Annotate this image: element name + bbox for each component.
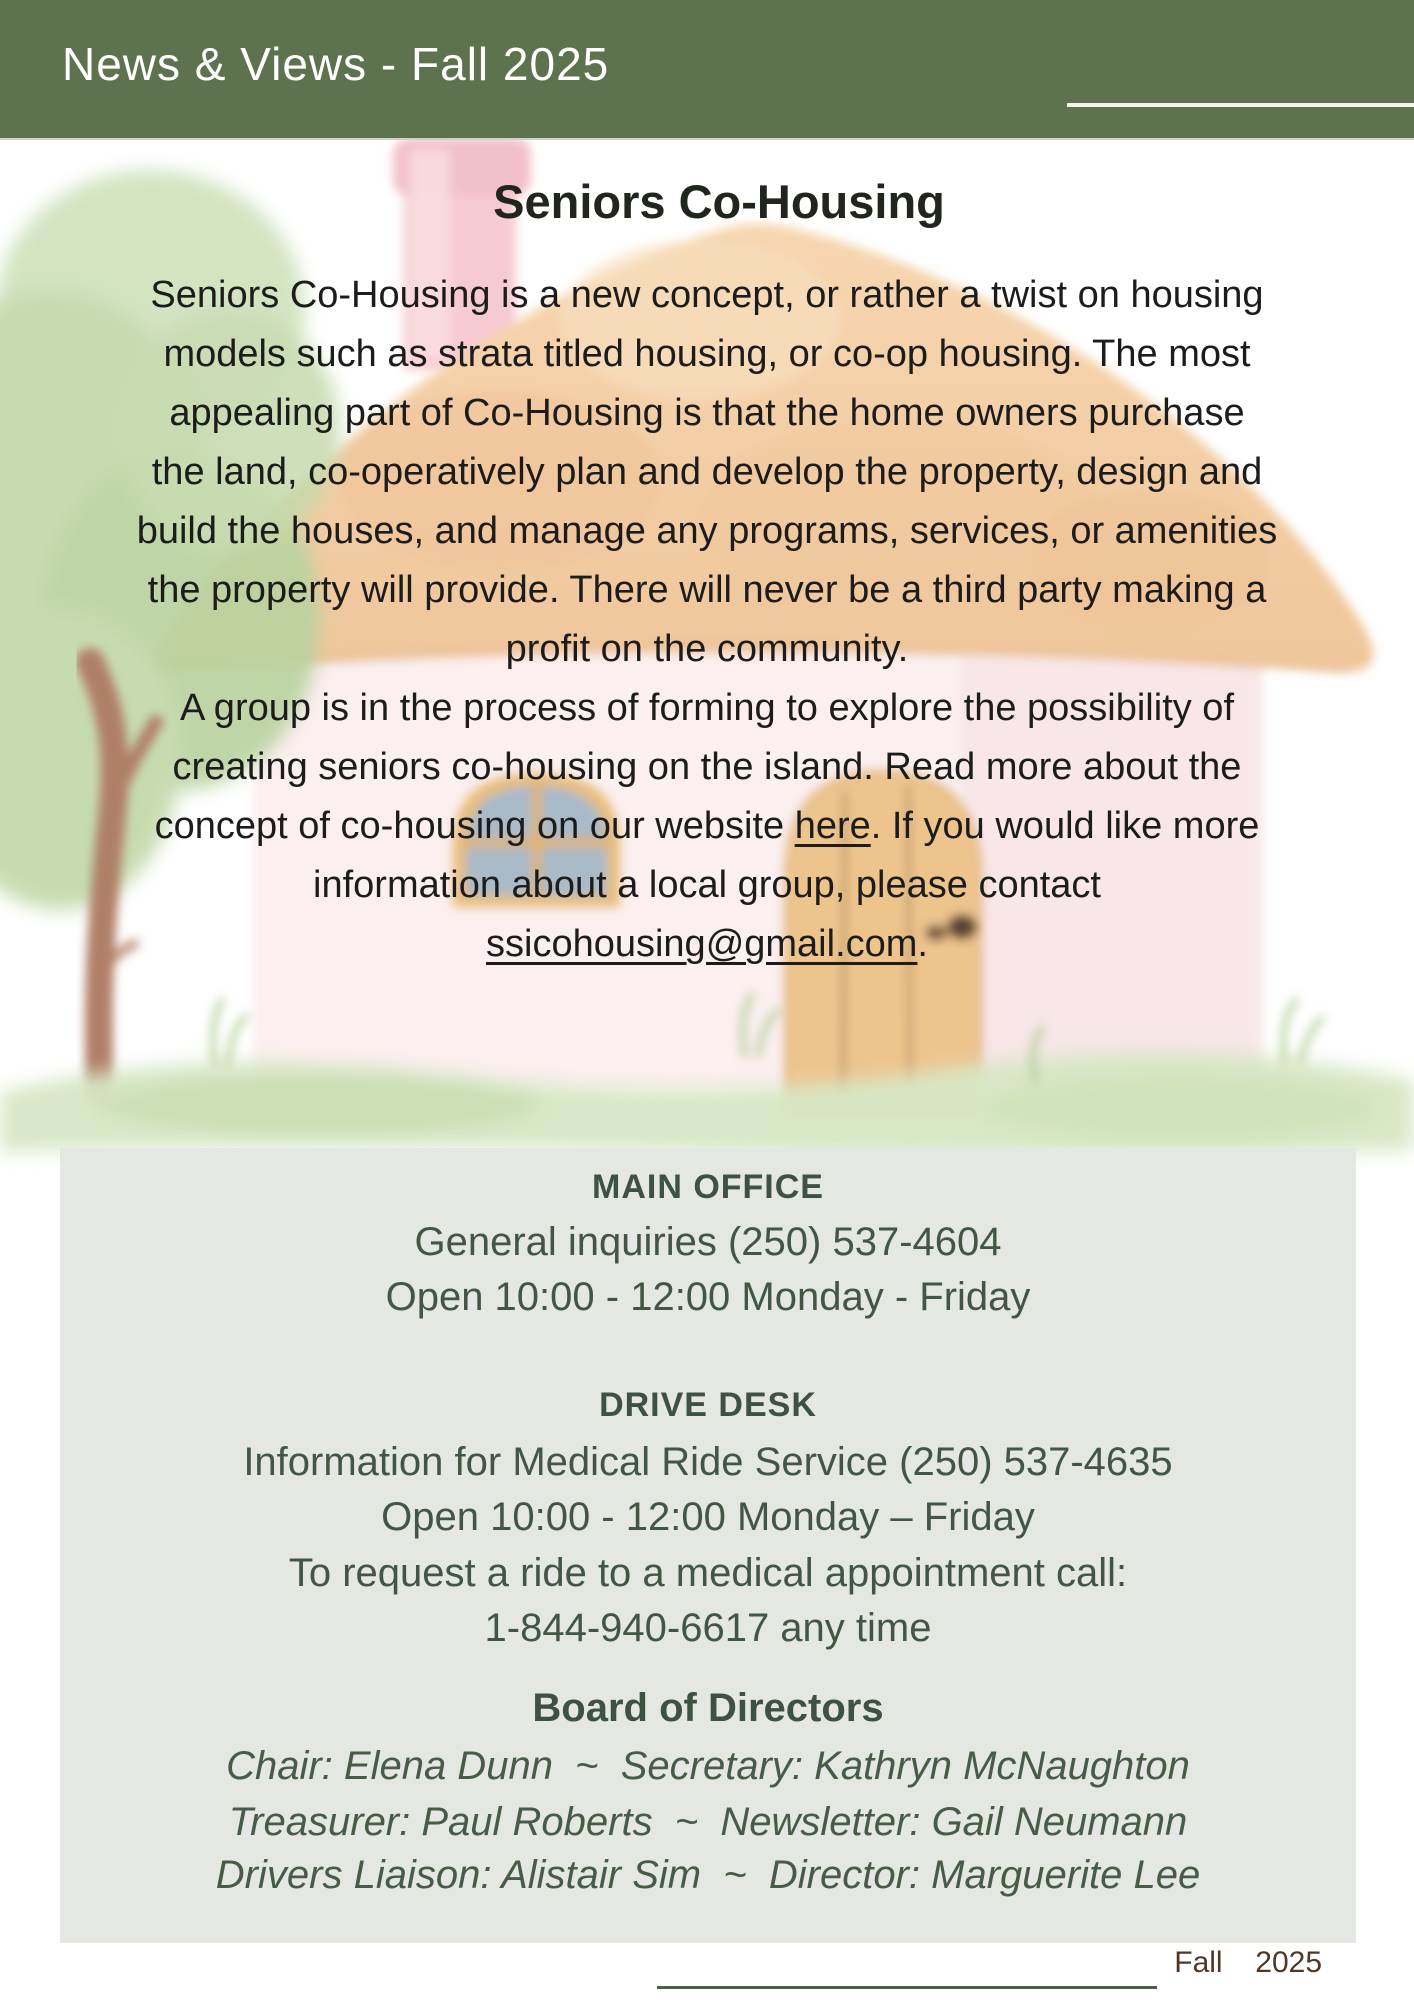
- drive-desk-line: 1-844-940-6617 any time: [484, 1606, 932, 1650]
- drive-desk-line: Information for Medical Ride Service (250) 537-4635: [243, 1440, 1173, 1484]
- paragraph-text: concept of co-housing on our website: [154, 805, 795, 847]
- article-title: Seniors Co-Housing: [493, 175, 945, 228]
- board-heading: Board of Directors: [532, 1686, 884, 1730]
- drive-desk-line: Open 10:00 - 12:00 Monday – Friday: [381, 1495, 1035, 1539]
- main-office-line: Open 10:00 - 12:00 Monday - Friday: [385, 1275, 1031, 1319]
- board-line: Drivers Liaison: Alistair Sim ~ Director: Marguerite Lee: [215, 1853, 1201, 1897]
- paragraph-text: .: [917, 923, 928, 965]
- drive-desk-line: To request a ride to a medical appointment call:: [288, 1551, 1128, 1595]
- header-bar: [0, 0, 1414, 140]
- paragraph-line: information about a local group, please contact: [313, 864, 1101, 906]
- paragraph-line: build the houses, and manage any programs, services, or amenities: [136, 510, 1278, 552]
- paragraph-line: creating seniors co-housing on the island. Read more about the: [172, 746, 1242, 788]
- paragraph-line: models such as strata titled housing, or co-op housing. The most: [163, 333, 1251, 375]
- paragraph-line: Seniors Co-Housing is a new concept, or rather a twist on housing: [150, 274, 1264, 316]
- article-body: [0, 266, 1414, 974]
- paragraph-line: [0, 797, 1414, 856]
- paragraph-text: . If you would like more: [870, 805, 1260, 847]
- paragraph-line: the property will provide. There will never be a third party making a: [147, 569, 1267, 611]
- board-line: Treasurer: Paul Roberts ~ Newsletter: Gail Neumann: [228, 1800, 1188, 1844]
- paragraph-line: profit on the community.: [505, 628, 909, 670]
- here-link[interactable]: here: [794, 805, 871, 847]
- newsletter-title: News & Views - Fall 2025: [62, 38, 610, 90]
- email-link[interactable]: ssicohousing@gmail.com: [486, 923, 918, 965]
- paragraph-line: the land, co-operatively plan and develop the property, design and: [151, 451, 1263, 493]
- footer-rule: [657, 1986, 1157, 1989]
- drive-desk-heading: DRIVE DESK: [599, 1386, 817, 1424]
- info-box: [60, 1148, 1356, 1943]
- paragraph-line: appealing part of Co-Housing is that the home owners purchase: [169, 392, 1245, 434]
- footer-issue: Fall 2025: [1174, 1946, 1322, 1979]
- paragraph-line: A group is in the process of forming to explore the possibility of: [180, 687, 1234, 729]
- header-underline: [1067, 103, 1414, 107]
- paragraph-line: [0, 915, 1414, 974]
- main-office-line: General inquiries (250) 537-4604: [414, 1220, 1002, 1264]
- board-line: Chair: Elena Dunn ~ Secretary: Kathryn McNaughton: [226, 1744, 1190, 1788]
- main-office-heading: MAIN OFFICE: [592, 1168, 824, 1206]
